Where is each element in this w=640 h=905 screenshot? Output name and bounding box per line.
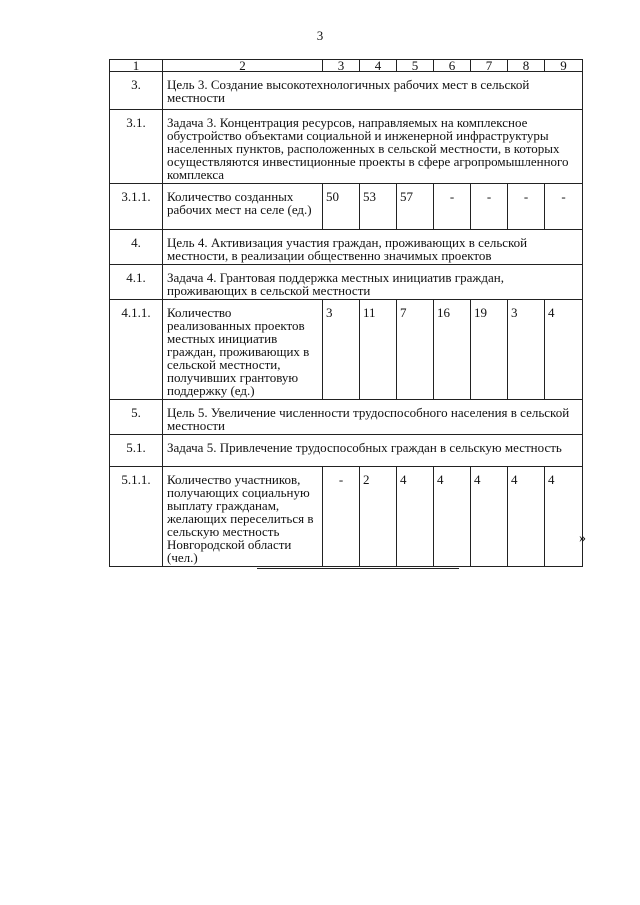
indicator-value: 4 xyxy=(397,467,434,567)
indicator-row xyxy=(110,184,583,230)
goal-row xyxy=(110,72,583,110)
goal-row xyxy=(110,230,583,265)
indicator-value: 4 xyxy=(471,467,508,567)
indicator-value: - xyxy=(471,184,508,230)
indicator-value: 50 xyxy=(323,184,360,230)
indicator-value: 53 xyxy=(360,184,397,230)
indicator-value: 11 xyxy=(360,300,397,400)
task-row xyxy=(110,110,583,184)
row-number: 5. xyxy=(110,400,163,435)
footer-divider xyxy=(257,568,459,569)
header-cell: 1 xyxy=(110,60,163,72)
indicator-value: 4 xyxy=(545,467,583,567)
task-row xyxy=(110,435,583,467)
row-number: 4.1. xyxy=(110,265,163,300)
row-number: 4. xyxy=(110,230,163,265)
row-number: 3. xyxy=(110,72,163,110)
indicator-value: 16 xyxy=(434,300,471,400)
indicator-text: Количество участников, получающих социальную выплату гражданам, желающих переселиться в сельскую местность Новгородской области (чел.) xyxy=(163,467,323,567)
indicator-value: 7 xyxy=(397,300,434,400)
indicator-text: Количество реализованных проектов местных инициатив граждан, проживающих в сельской местности, получивших грантовую поддержку (ед.) xyxy=(163,300,323,400)
indicator-value: 3 xyxy=(508,300,545,400)
indicator-value: - xyxy=(508,184,545,230)
task-row xyxy=(110,265,583,300)
closing-quote: » xyxy=(579,531,586,546)
task-text: Задача 5. Привлечение трудоспособных граждан в сельскую местность xyxy=(163,435,583,467)
indicator-value: - xyxy=(323,467,360,567)
page-number: 3 xyxy=(316,28,324,43)
header-cell: 8 xyxy=(508,60,545,72)
header-cell: 6 xyxy=(434,60,471,72)
indicator-value: 4 xyxy=(508,467,545,567)
indicator-value: 3 xyxy=(323,300,360,400)
indicator-value: - xyxy=(545,184,583,230)
row-number: 5.1. xyxy=(110,435,163,467)
row-number: 3.1. xyxy=(110,110,163,184)
header-cell: 7 xyxy=(471,60,508,72)
header-cell: 3 xyxy=(323,60,360,72)
indicator-value: 2 xyxy=(360,467,397,567)
header-cell: 4 xyxy=(360,60,397,72)
task-text: Задача 4. Грантовая поддержка местных инициатив граждан, проживающих в сельской местности xyxy=(163,265,583,300)
indicators-table xyxy=(109,59,583,567)
goal-row xyxy=(110,400,583,435)
indicator-value: 4 xyxy=(545,300,583,400)
header-cell: 9 xyxy=(545,60,583,72)
indicator-value: 19 xyxy=(471,300,508,400)
indicator-text: Количество созданных рабочих мест на селе (ед.) xyxy=(163,184,323,230)
goal-text: Цель 3. Создание высокотехнологичных рабочих мест в сельской местности xyxy=(163,72,583,110)
row-number: 3.1.1. xyxy=(110,184,163,230)
goal-text: Цель 4. Активизация участия граждан, проживающих в сельской местности, в реализации общественно значимых проектов xyxy=(163,230,583,265)
indicator-value: - xyxy=(434,184,471,230)
indicator-value: 4 xyxy=(434,467,471,567)
table-header-row xyxy=(110,60,583,72)
header-cell: 2 xyxy=(163,60,323,72)
indicator-row xyxy=(110,467,583,567)
task-text: Задача 3. Концентрация ресурсов, направляемых на комплексное обустройство объектами социальной и инженерной инфраструктуры населенных пунктов, расположенных в сельской местности, в которых осуществляются инвестиционные проекты в сфере агропромышленного комплекса xyxy=(163,110,583,184)
indicator-value: 57 xyxy=(397,184,434,230)
row-number: 5.1.1. xyxy=(110,467,163,567)
header-cell: 5 xyxy=(397,60,434,72)
row-number: 4.1.1. xyxy=(110,300,163,400)
goal-text: Цель 5. Увеличение численности трудоспособного населения в сельской местности xyxy=(163,400,583,435)
indicator-row xyxy=(110,300,583,400)
